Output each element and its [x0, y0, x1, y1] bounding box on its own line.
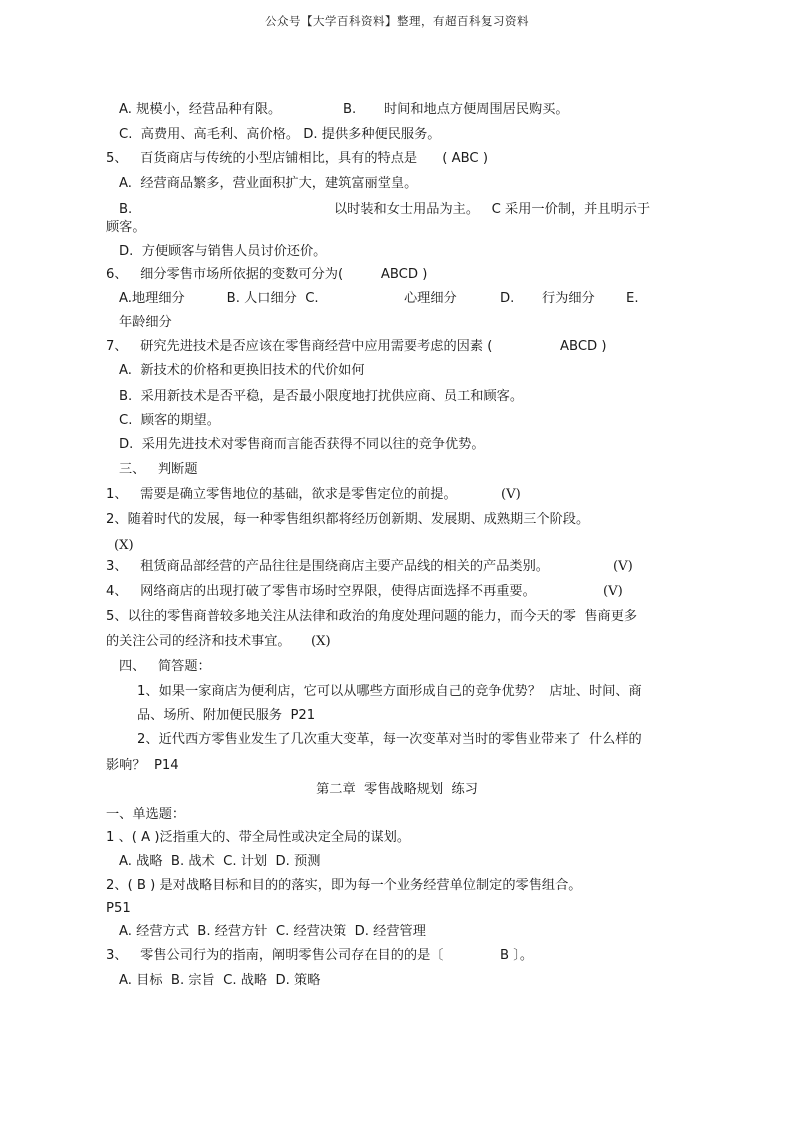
q5-option-a: A. 经营商品繁多，营业面积扩大，建筑富丽堂皇。: [119, 176, 418, 191]
judgement-item-1-answer: (V): [501, 487, 521, 502]
q7-option-b: B. 采用新技术是否平稳，是否最小限度地打扰供应商、员工和顾客。: [119, 389, 524, 404]
short-answer-1: 1、如果一家商店为便利店，它可以从哪些方面形成自己的竞争优势？ 店址、时间、商: [137, 684, 642, 699]
judgement-item-5-answer: (X): [311, 634, 331, 649]
q6-options-ac: A.地理细分 B. 人口细分 C.: [119, 291, 319, 306]
q4-option-a: A. 规模小，经营品种有限。: [119, 102, 282, 117]
q5-option-d: D. 方便顾客与销售人员讨价还价。: [119, 244, 327, 259]
judgement-item-1: 1、 需要是确立零售地位的基础，欲求是零售定位的前提。: [106, 487, 457, 502]
judgement-item-3-answer: (V): [613, 559, 633, 574]
judgement-item-5: 5、以往的零售商普较多地关注从法律和政治的角度处理问题的能力，而今天的零 售商更多: [106, 609, 638, 624]
q5-option-b-continued: 顾客。: [106, 220, 146, 235]
q7-option-d: D. 采用先进技术对零售商而言能否获得不同以往的竞争优势。: [119, 437, 485, 452]
single-choice-heading: 一、单选题：: [106, 807, 186, 822]
q7-option-c: C. 顾客的期望。: [119, 413, 220, 428]
q5-stem: 5、 百货商店与传统的小型店铺相比，具有的特点是 ( ABC ): [106, 151, 488, 166]
ch2-question-2: 2、( B ) 是对战略目标和目的的落实，即为每一个业务经营单位制定的零售组合。: [106, 878, 582, 893]
q6-option-e-label: E.: [626, 291, 639, 306]
q4-option-b-text: 时间和地点方便周围居民购买。: [384, 102, 569, 117]
judgement-item-3: 3、 租赁商品部经营的产品往往是围绕商店主要产品线的相关的产品类别。: [106, 559, 549, 574]
judgement-item-2: 2、随着时代的发展，每一种零售组织都将经历创新期、发展期、成熟期三个阶段。: [106, 512, 590, 527]
q6-option-d-label: D.: [500, 291, 515, 306]
q7-stem: 7、 研究先进技术是否应该在零售商经营中应用需要考虑的因素 (: [106, 339, 493, 354]
ch2-question-3: 3、 零售公司行为的指南，阐明零售公司存在目的的是〔: [106, 948, 444, 963]
q5-option-b-text: 以时装和女士用品为主。 C 采用一价制，并且明示于: [334, 202, 651, 217]
judgement-item-4: 4、 网络商店的出现打破了零售市场时空界限，使得店面选择不再重要。: [106, 584, 536, 599]
q6-option-c-text: 心理细分: [404, 291, 457, 306]
short-answer-2-continued: 影响？ P14: [106, 758, 179, 773]
short-answer-1-continued: 品、场所、附加便民服务 P21: [137, 708, 316, 723]
judgement-item-2-answer: (X): [114, 538, 134, 553]
q4-option-b-label: B.: [343, 102, 357, 117]
q7-option-a: A. 新技术的价格和更换旧技术的代价如何: [119, 363, 365, 378]
short-answer-2: 2、近代西方零售业发生了几次重大变革，每一次变革对当时的零售业带来了 什么样的: [137, 732, 642, 747]
ch2-question-1: 1 、( A )泛指重大的、带全局性或决定全局的谋划。: [106, 830, 411, 845]
q4-option-cd: C. 高费用、高毛利、高价格。 D. 提供多种便民服务。: [119, 127, 441, 142]
q5-option-b-label: B.: [119, 202, 133, 217]
ch2-question-3-options: A. 目标 B. 宗旨 C. 战略 D. 策略: [119, 973, 321, 988]
ch2-question-2-options: A. 经营方式 B. 经营方针 C. 经营决策 D. 经营管理: [119, 924, 426, 939]
judgement-heading: 三、 判断题: [119, 462, 198, 477]
ch2-question-2-page-ref: P51: [106, 901, 131, 916]
q6-option-d-text: 行为细分: [542, 291, 595, 306]
ch2-question-1-options: A. 战略 B. 战术 C. 计划 D. 预测: [119, 854, 321, 869]
judgement-item-5-continued: 的关注公司的经济和技术事宜。: [106, 634, 291, 649]
short-answer-heading: 四、 简答题：: [119, 659, 211, 674]
judgement-item-4-answer: (V): [603, 584, 623, 599]
page-header: 公众号【大学百科资料】整理，有超百科复习资料: [265, 14, 529, 28]
q7-answer: ABCD ): [560, 339, 607, 354]
chapter-2-title: 第二章 零售战略规划 练习: [316, 782, 478, 797]
ch2-question-3-answer: B 〕。: [500, 948, 534, 963]
q6-stem: 6、 细分零售市场所依据的变数可分为( ABCD ): [106, 267, 428, 282]
q6-option-e-text: 年龄细分: [119, 315, 172, 330]
